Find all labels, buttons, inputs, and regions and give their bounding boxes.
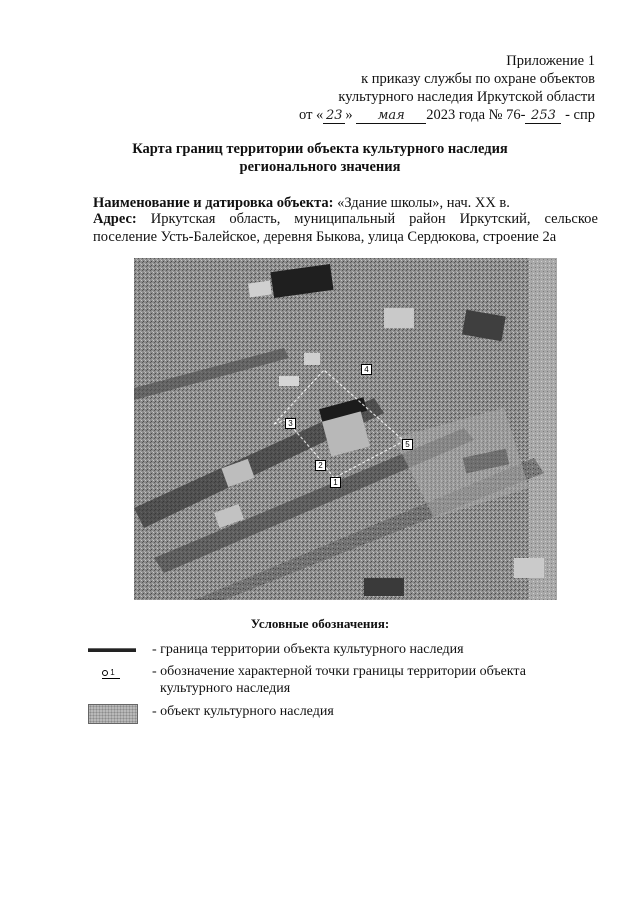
map-point-4: 4 bbox=[361, 364, 372, 375]
object-name-label: Наименование и датировка объекта: bbox=[93, 195, 334, 211]
appendix-number: Приложение 1 bbox=[506, 53, 595, 69]
map-point-3: 3 bbox=[285, 418, 296, 429]
map-imagery bbox=[134, 258, 557, 600]
order-suffix: - спр bbox=[561, 107, 595, 123]
legend-item-object: - объект культурного наследия bbox=[152, 704, 334, 719]
legend-title: Условные обозначения: bbox=[250, 616, 390, 631]
date-month: мая bbox=[356, 109, 426, 124]
heritage-object-symbol bbox=[88, 704, 138, 724]
legend-item-boundary: - граница территории объекта культурного наследия bbox=[152, 642, 464, 657]
order-number: 253 bbox=[525, 109, 561, 124]
date-prefix: от « bbox=[299, 107, 324, 123]
satellite-map bbox=[134, 258, 557, 600]
title-line-2: регионального значения bbox=[239, 159, 401, 175]
legend-item-point-text-2: культурного наследия bbox=[160, 681, 291, 696]
object-name-value: «Здание школы», нач. XX в. bbox=[333, 195, 510, 211]
legend-item-point bbox=[152, 663, 526, 697]
map-point-5: 5 bbox=[402, 439, 413, 450]
legend-item-point-text: - обозначение характерной точки границы территории объекта bbox=[152, 664, 526, 679]
point-symbol-label: 1 bbox=[110, 668, 115, 677]
date-year: 2023 года № 76- bbox=[426, 107, 526, 123]
date-mid: » bbox=[345, 107, 353, 123]
appendix-order-line: к приказу службы по охране объектов bbox=[361, 71, 595, 87]
date-day: 23 bbox=[323, 109, 345, 124]
appendix-org-line: культурного наследия Иркутской области bbox=[338, 89, 595, 105]
boundary-line-symbol bbox=[88, 648, 136, 652]
document-title bbox=[0, 140, 640, 176]
object-address-label: Адрес: bbox=[93, 211, 137, 227]
title-line-1: Карта границ территории объекта культурного наследия bbox=[132, 141, 508, 157]
appendix-date-line bbox=[299, 106, 595, 124]
point-dot-icon bbox=[102, 670, 108, 676]
object-address-value: Иркутская область, муниципальный район Иркутский, сельское поселение Усть-Балейское, деревня Быкова, улица Сердюкова, строение 2а bbox=[93, 211, 598, 245]
appendix-header bbox=[299, 52, 595, 124]
map-point-2: 2 bbox=[315, 460, 326, 471]
object-address bbox=[93, 210, 598, 246]
map-point-1: 1 bbox=[330, 477, 341, 488]
boundary-point-symbol bbox=[102, 668, 122, 682]
